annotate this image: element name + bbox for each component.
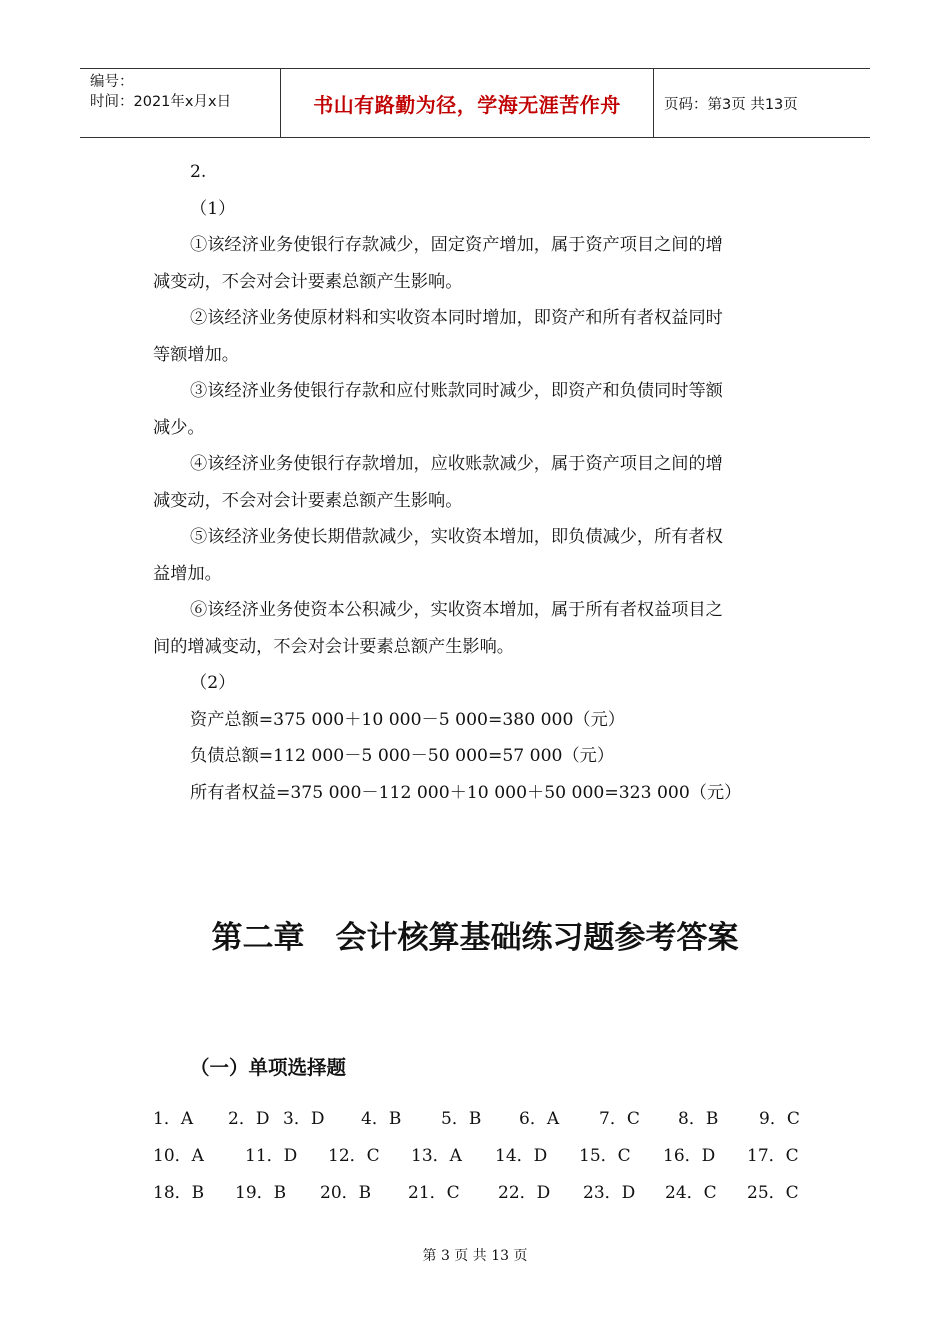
item-number: 2. <box>190 162 207 182</box>
answer-item: 5．B <box>441 1109 482 1129</box>
answer-item: 2．D <box>228 1109 270 1129</box>
answer-item: 15．C <box>579 1146 631 1166</box>
answer-item: 11．D <box>245 1146 298 1166</box>
answer-item: 3．D <box>283 1109 325 1129</box>
statement-continuation: 益增加。 <box>153 563 222 584</box>
answer-item: 19．B <box>235 1183 287 1203</box>
answer-item: 1．A <box>153 1109 194 1129</box>
statement-continuation: 减变动，不会对会计要素总额产生影响。 <box>153 271 463 292</box>
page-footer: 第 3 页 共 13 页 <box>422 1248 528 1264</box>
answer-item: 24．C <box>665 1183 717 1203</box>
answer-item: 20．B <box>320 1183 372 1203</box>
formula-line: 负债总额=112 000－5 000－50 000=57 000（元） <box>190 746 615 766</box>
answer-item: 14．D <box>495 1146 548 1166</box>
statement-line: ①该经济业务使银行存款减少，固定资产增加，属于资产项目之间的增 <box>190 235 723 255</box>
answer-item: 23．D <box>583 1183 636 1203</box>
number-label: 编号： <box>90 74 134 90</box>
answer-row <box>153 1098 813 1135</box>
statement-line: ③该经济业务使银行存款和应付账款同时减少，即资产和负债同时等额 <box>190 381 723 401</box>
statement-continuation: 减变动，不会对会计要素总额产生影响。 <box>153 490 463 511</box>
part1-label: （1） <box>190 198 236 219</box>
answer-item: 22．D <box>498 1183 551 1203</box>
answer-item: 18．B <box>153 1183 205 1203</box>
answer-body <box>153 154 801 811</box>
answer-row <box>153 1135 813 1172</box>
answer-item: 12．C <box>328 1146 380 1166</box>
answer-item: 25．C <box>747 1183 799 1203</box>
formula-line: 资产总额=375 000＋10 000－5 000=380 000（元） <box>190 709 625 730</box>
statement-line: ⑥该经济业务使资本公积减少，实收资本增加，属于所有者权益项目之 <box>190 600 723 620</box>
header-motto: 书山有路勤为径，学海无涯苦作舟 <box>281 69 654 137</box>
statement-list <box>153 227 801 665</box>
statement-line: ⑤该经济业务使长期借款减少，实收资本增加，即负债减少，所有者权 <box>190 527 723 547</box>
section-title: （一）单项选择题 <box>190 1056 347 1079</box>
formula-line: 所有者权益=375 000－112 000＋10 000＋50 000=323 000（元） <box>190 782 742 803</box>
answer-item: 21．C <box>408 1183 460 1203</box>
answer-item: 9．C <box>759 1109 800 1129</box>
answer-item: 8．B <box>678 1109 719 1129</box>
answer-item: 16．D <box>663 1146 716 1166</box>
answer-row <box>153 1172 813 1209</box>
answer-item: 4．B <box>361 1109 402 1129</box>
part2-label: （2） <box>190 673 236 693</box>
header-page-info: 页码：第3页 共13页 <box>664 96 798 113</box>
chapter-title: 第二章 会计核算基础练习题参考答案 <box>211 920 739 956</box>
statement-continuation: 间的增减变动，不会对会计要素总额产生影响。 <box>153 636 514 657</box>
header-meta <box>80 69 281 137</box>
answer-item: 17．C <box>747 1146 799 1166</box>
time-label: 时间：2021年x月x日 <box>90 94 232 110</box>
statement-continuation: 减少。 <box>153 417 205 438</box>
page-header <box>80 68 870 138</box>
answer-item: 7．C <box>599 1109 640 1129</box>
statement-line: ④该经济业务使银行存款增加，应收账款减少，属于资产项目之间的增 <box>190 454 723 474</box>
answer-item: 10．A <box>153 1146 204 1166</box>
answer-item: 13．A <box>411 1146 462 1166</box>
statement-continuation: 等额增加。 <box>153 344 239 365</box>
formula-list <box>153 702 801 812</box>
answer-grid <box>153 1098 813 1209</box>
statement-line: ②该经济业务使原材料和实收资本同时增加，即资产和所有者权益同时 <box>190 308 723 328</box>
answer-item: 6．A <box>519 1109 560 1129</box>
